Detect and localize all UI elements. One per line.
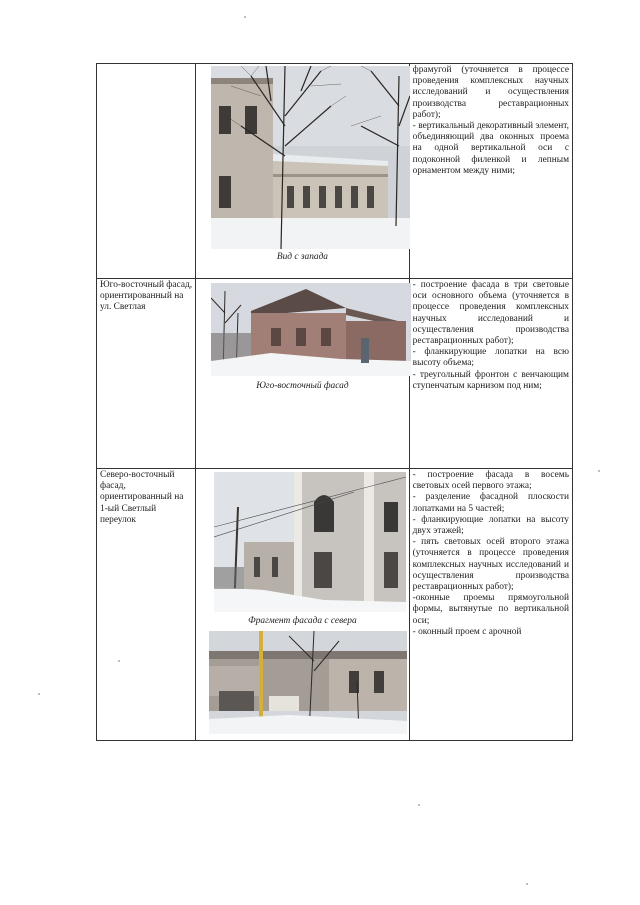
facade-label bbox=[97, 64, 195, 65]
photo-cell bbox=[196, 279, 409, 469]
description-cell bbox=[409, 64, 572, 279]
description-item: - построение фасада в три световые оси основного объема (уточняется в процессе проведения комплексных научных исследований и осуществления производства реставрационных работ); bbox=[412, 280, 569, 347]
facade-description bbox=[410, 64, 572, 177]
photo-cell bbox=[196, 469, 409, 741]
description-item: фрамугой (уточняется в процессе проведения комплексных научных исследований и осуществления производства реставрационных работ); bbox=[412, 65, 569, 120]
description-item: - вертикальный декоративный элемент, объединяющий два оконных проема на одной вертикальной оси с подоконной филенкой и лепным орнаментом между ними; bbox=[412, 121, 569, 176]
description-item: - оконный проем с арочной bbox=[412, 626, 522, 637]
photo-caption: Вид с запада bbox=[276, 252, 328, 262]
description-item: - пять световых осей второго этажа (уточняется в процессе проведения комплексных научных исследований и осуществления производства реставрационных работ); bbox=[412, 537, 569, 593]
scan-speck bbox=[526, 883, 528, 885]
table-row bbox=[97, 64, 573, 279]
north-fragment-photo bbox=[214, 472, 406, 612]
facade-label-cell bbox=[97, 279, 196, 469]
description-item: -оконные проемы прямоугольной формы, вытянутые по вертикальной оси; bbox=[412, 593, 569, 626]
description-item: - треугольный фронтон с венчающим ступенчатым карнизом под ним; bbox=[412, 369, 569, 391]
description-cell bbox=[409, 279, 572, 469]
description-item: - разделение фасадной плоскости лопатками на 5 частей; bbox=[412, 492, 569, 514]
table-row bbox=[97, 469, 573, 741]
facade-label: Юго-восточный фасад, ориентированный на ул. Светлая bbox=[100, 280, 193, 313]
facade-description bbox=[410, 279, 572, 392]
facade-label-cell bbox=[97, 469, 196, 741]
scan-speck bbox=[418, 804, 420, 806]
scan-speck bbox=[118, 660, 120, 662]
description-cell bbox=[409, 469, 572, 741]
description-item: - фланкирующие лопатки на высоту двух этажей; bbox=[412, 514, 569, 537]
photo-cell bbox=[196, 64, 409, 279]
north-second-photo bbox=[209, 631, 407, 734]
table-row bbox=[97, 279, 573, 469]
facade-label-cell bbox=[97, 64, 196, 279]
scan-speck bbox=[38, 693, 40, 695]
description-item: - фланкирующие лопатки на всю высоту объема; bbox=[412, 347, 569, 369]
heritage-facade-table bbox=[96, 63, 573, 741]
scan-speck bbox=[598, 470, 600, 472]
scan-speck bbox=[244, 16, 246, 18]
southeast-facade-photo bbox=[211, 283, 411, 376]
facade-label: Северо-восточный фасад, ориентированный на 1-ый Светлый переулок bbox=[100, 470, 184, 525]
photo-caption: Фрагмент фасада с севера bbox=[248, 616, 357, 626]
photo-caption: Юго-восточный фасад bbox=[256, 381, 349, 391]
description-item: - построение фасада в восемь световых осей первого этажа; bbox=[412, 470, 569, 492]
west-view-photo bbox=[211, 66, 410, 249]
facade-description bbox=[410, 469, 572, 638]
